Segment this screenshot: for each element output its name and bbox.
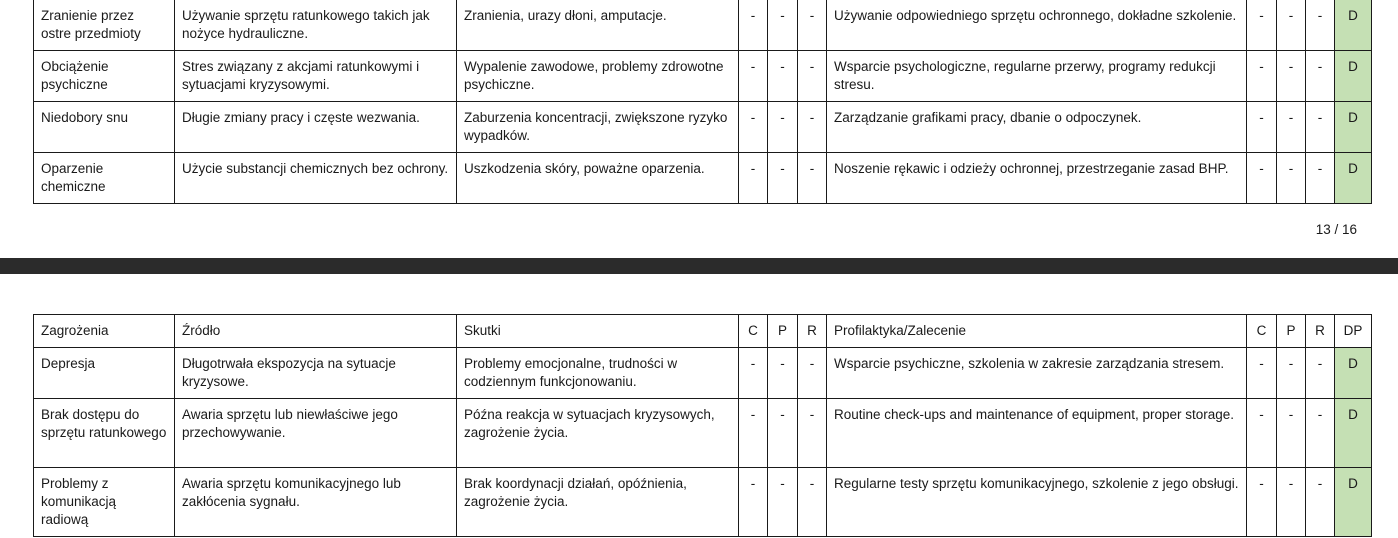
table-row xyxy=(34,0,1372,51)
c-cell: - xyxy=(739,153,768,204)
effects-cell: Problemy emocjonalne, trudności w codziennym funkcjonowaniu. xyxy=(457,348,739,399)
c2-cell: - xyxy=(1247,468,1277,537)
p-cell: - xyxy=(768,153,798,204)
dp-cell: D xyxy=(1335,153,1372,204)
p2-cell: - xyxy=(1277,0,1306,51)
c-cell: - xyxy=(739,0,768,51)
risk-table-page-14 xyxy=(33,314,1372,537)
table-row xyxy=(34,348,1372,399)
c-cell: - xyxy=(739,348,768,399)
r2-cell: - xyxy=(1306,468,1335,537)
source-cell: Awaria sprzętu lub niewłaściwe jego przechowywanie. xyxy=(175,399,457,468)
p-cell: - xyxy=(768,0,798,51)
r-cell: - xyxy=(798,399,827,468)
source-cell: Awaria sprzętu komunikacyjnego lub zakłócenia sygnału. xyxy=(175,468,457,537)
p-cell: - xyxy=(768,399,798,468)
prevention-cell: Wsparcie psychologiczne, regularne przerwy, programy redukcji stresu. xyxy=(827,51,1247,102)
c2-cell: - xyxy=(1247,153,1277,204)
source-cell: Długie zmiany pracy i częste wezwania. xyxy=(175,102,457,153)
effects-cell: Zaburzenia koncentracji, zwiększone ryzyko wypadków. xyxy=(457,102,739,153)
source-cell: Długotrwała ekspozycja na sytuacje kryzysowe. xyxy=(175,348,457,399)
hazard-cell: Niedobory snu xyxy=(34,102,175,153)
p-cell: - xyxy=(768,102,798,153)
effects-cell: Zranienia, urazy dłoni, amputacje. xyxy=(457,0,739,51)
hazard-cell: Problemy z komunikacją radiową xyxy=(34,468,175,537)
effects-cell: Brak koordynacji działań, opóźnienia, zagrożenie życia. xyxy=(457,468,739,537)
source-cell: Używanie sprzętu ratunkowego takich jak nożyce hydrauliczne. xyxy=(175,0,457,51)
r2-cell: - xyxy=(1306,399,1335,468)
r-cell: - xyxy=(798,0,827,51)
hazard-cell: Oparzenie chemiczne xyxy=(34,153,175,204)
table-row xyxy=(34,153,1372,204)
r2-cell: - xyxy=(1306,0,1335,51)
table-row xyxy=(34,399,1372,468)
p-cell: - xyxy=(768,348,798,399)
table-row xyxy=(34,468,1372,537)
effects-cell: Wypalenie zawodowe, problemy zdrowotne psychiczne. xyxy=(457,51,739,102)
table-row xyxy=(34,51,1372,102)
p2-cell: - xyxy=(1277,153,1306,204)
header-p: P xyxy=(768,315,798,348)
c-cell: - xyxy=(739,102,768,153)
p2-cell: - xyxy=(1277,468,1306,537)
header-prevention: Profilaktyka/Zalecenie xyxy=(827,315,1247,348)
dp-cell: D xyxy=(1335,348,1372,399)
header-c: C xyxy=(739,315,768,348)
page-number: 13 / 16 xyxy=(1315,222,1357,237)
c2-cell: - xyxy=(1247,399,1277,468)
dp-cell: D xyxy=(1335,51,1372,102)
dp-cell: D xyxy=(1335,102,1372,153)
header-r2: R xyxy=(1306,315,1335,348)
prevention-cell: Regularne testy sprzętu komunikacyjnego, szkolenie z jego obsługi. xyxy=(827,468,1247,537)
p2-cell: - xyxy=(1277,51,1306,102)
c2-cell: - xyxy=(1247,102,1277,153)
r-cell: - xyxy=(798,468,827,537)
hazard-cell: Zranienie przez ostre przedmioty xyxy=(34,0,175,51)
header-dp: DP xyxy=(1335,315,1372,348)
hazard-cell: Depresja xyxy=(34,348,175,399)
dp-cell: D xyxy=(1335,0,1372,51)
r2-cell: - xyxy=(1306,51,1335,102)
effects-cell: Późna reakcja w sytuacjach kryzysowych, zagrożenie życia. xyxy=(457,399,739,468)
c-cell: - xyxy=(739,51,768,102)
header-r: R xyxy=(798,315,827,348)
r-cell: - xyxy=(798,102,827,153)
effects-cell: Uszkodzenia skóry, poważne oparzenia. xyxy=(457,153,739,204)
prevention-cell: Używanie odpowiedniego sprzętu ochronnego, dokładne szkolenie. xyxy=(827,0,1247,51)
r-cell: - xyxy=(798,348,827,399)
r-cell: - xyxy=(798,153,827,204)
p-cell: - xyxy=(768,51,798,102)
dp-cell: D xyxy=(1335,468,1372,537)
prevention-cell: Wsparcie psychiczne, szkolenia w zakresie zarządzania stresem. xyxy=(827,348,1247,399)
p2-cell: - xyxy=(1277,348,1306,399)
r2-cell: - xyxy=(1306,102,1335,153)
prevention-cell: Noszenie rękawic i odzieży ochronnej, przestrzeganie zasad BHP. xyxy=(827,153,1247,204)
p-cell: - xyxy=(768,468,798,537)
p2-cell: - xyxy=(1277,399,1306,468)
table-row xyxy=(34,102,1372,153)
c2-cell: - xyxy=(1247,348,1277,399)
header-source: Źródło xyxy=(175,315,457,348)
c2-cell: - xyxy=(1247,51,1277,102)
c-cell: - xyxy=(739,399,768,468)
hazard-cell: Brak dostępu do sprzętu ratunkowego xyxy=(34,399,175,468)
p2-cell: - xyxy=(1277,102,1306,153)
r-cell: - xyxy=(798,51,827,102)
header-p2: P xyxy=(1277,315,1306,348)
header-c2: C xyxy=(1247,315,1277,348)
risk-table-page-13 xyxy=(33,0,1372,204)
source-cell: Użycie substancji chemicznych bez ochrony. xyxy=(175,153,457,204)
header-effects: Skutki xyxy=(457,315,739,348)
r2-cell: - xyxy=(1306,153,1335,204)
page-separator xyxy=(0,258,1398,274)
c2-cell: - xyxy=(1247,0,1277,51)
dp-cell: D xyxy=(1335,399,1372,468)
prevention-cell: Zarządzanie grafikami pracy, dbanie o odpoczynek. xyxy=(827,102,1247,153)
prevention-cell: Routine check-ups and maintenance of equipment, proper storage. xyxy=(827,399,1247,468)
c-cell: - xyxy=(739,468,768,537)
source-cell: Stres związany z akcjami ratunkowymi i sytuacjami kryzysowymi. xyxy=(175,51,457,102)
document-page-13 xyxy=(0,0,1398,258)
document-page-14 xyxy=(0,274,1398,538)
hazard-cell: Obciążenie psychiczne xyxy=(34,51,175,102)
table-header-row xyxy=(34,315,1372,348)
r2-cell: - xyxy=(1306,348,1335,399)
header-hazards: Zagrożenia xyxy=(34,315,175,348)
